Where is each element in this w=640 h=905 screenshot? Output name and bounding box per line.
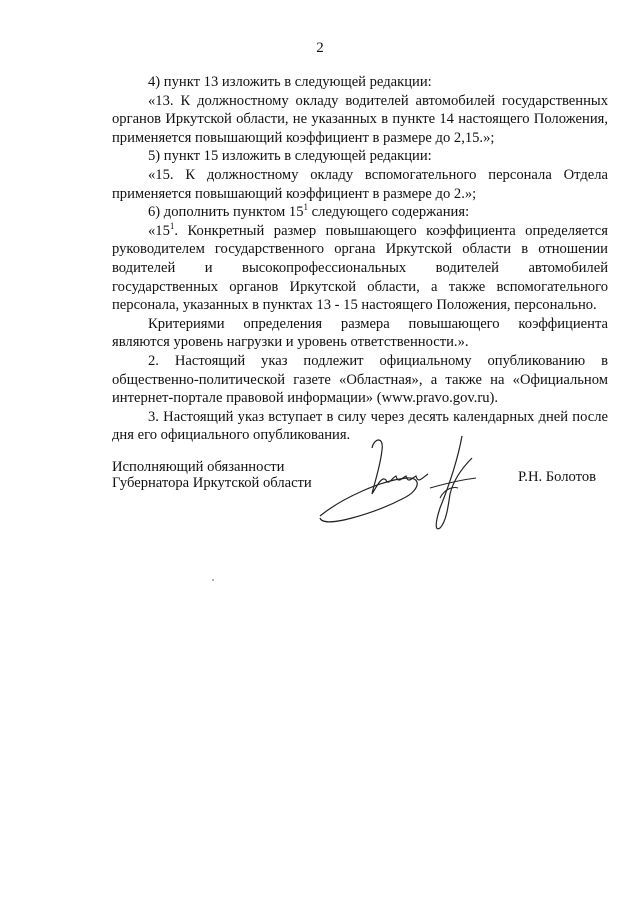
clause-15-1-superscript: 1 [169,220,175,231]
item-6-text-end: следующего содержания: [308,204,470,221]
signatory-title [112,459,312,491]
signatory-name: Р.Н. Болотов [518,469,597,485]
paragraph-item-2: 2. Настоящий указ подлежит официальному опубликованию в общественно-политической газете «Областная», а также на «Официальном интернет-портале правовой информации» (www.pravo.gov.ru). [112,352,608,407]
paragraph-clause-13: «13. К должностному окладу водителей автомобилей государственных органов Иркутской области, не указанных в пункте 14 настоящего Положения, применяется повышающий коэффициент в размере до 2,15.»; [112,92,608,146]
paragraph-item-6 [112,203,608,222]
document-body [112,73,608,445]
paragraph-clause-15-1 [112,222,608,315]
signatory-title-line-2: Губернатора Иркутской области [112,475,312,491]
paragraph-item-3: 3. Настоящий указ вступает в силу через десять календарных дней после дня его официального опубликования. [112,408,608,444]
paragraph-criteria: Критериями определения размера повышающего коэффициента являются уровень нагрузки и уровень ответственности.». [112,315,608,351]
clause-15-1-text: . Конкретный размер повышающего коэффициента определяется руководителем государственного органа Иркутской области в отношении водителей и высокопрофессиональных водителей автомобилей государственных органов Иркутской области, а также вспомогательного персонала, указанных в пунктах 13 - 15 настоящего Положения, персонально. [112,222,608,314]
item-6-superscript: 1 [303,202,309,213]
clause-15-1-number: «15 [148,222,170,239]
signatory-title-line-1: Исполняющий обязанности [112,459,285,475]
paragraph-clause-15: «15. К должностному окладу вспомогательного персонала Отдела применяется повышающий коэффициент в размере до 2.»; [112,166,608,202]
page-number: 2 [316,40,324,56]
item-6-text-start: 6) дополнить пунктом 15 [148,204,304,221]
paragraph-item-4: 4) пункт 13 изложить в следующей редакции: [148,74,432,90]
scan-speck [212,579,214,581]
handwritten-signature [312,428,492,538]
paragraph-item-5: 5) пункт 15 изложить в следующей редакции: [148,148,432,165]
